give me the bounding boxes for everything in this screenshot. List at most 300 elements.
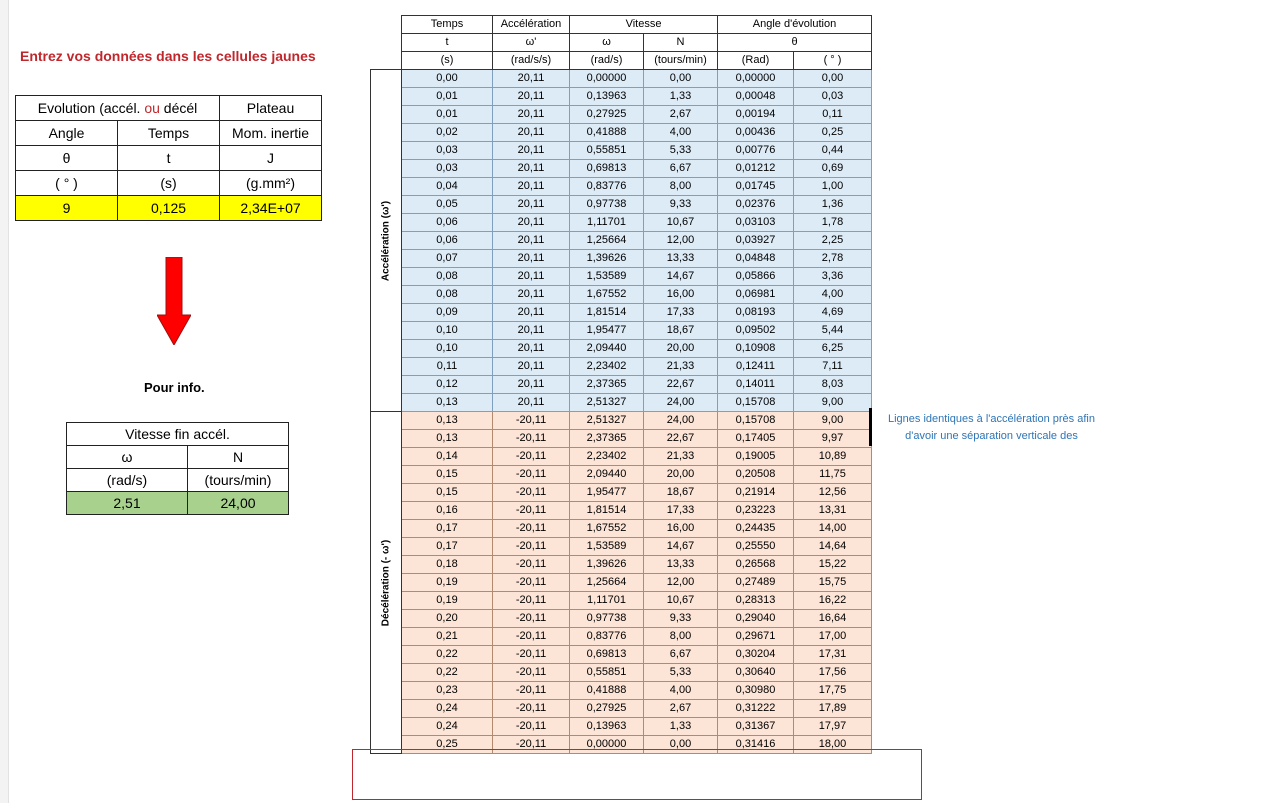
table-cell[interactable]: 18,67 (644, 322, 718, 340)
table-cell[interactable]: 4,00 (644, 682, 718, 700)
table-row (371, 502, 872, 520)
table-cell[interactable]: 0,00 (402, 70, 493, 88)
table-cell[interactable]: 17,89 (794, 700, 872, 718)
symbol-theta[interactable]: θ (718, 34, 872, 52)
unit-s[interactable]: (s) (402, 52, 493, 70)
table-cell[interactable]: 0,12411 (718, 358, 794, 376)
table-cell[interactable]: 11,75 (794, 466, 872, 484)
table-cell[interactable]: 1,67552 (570, 520, 644, 538)
table-cell[interactable]: 0,83776 (570, 178, 644, 196)
table-cell[interactable]: 1,00 (794, 178, 872, 196)
unit-rad[interactable]: (Rad) (718, 52, 794, 70)
table-cell[interactable]: 21,33 (644, 358, 718, 376)
table-cell[interactable]: 0,03 (402, 160, 493, 178)
table-cell[interactable]: 0,06981 (718, 286, 794, 304)
table-cell[interactable]: 0,09502 (718, 322, 794, 340)
table-row (371, 340, 872, 358)
header-acceleration[interactable]: Accélération (493, 16, 570, 34)
table-cell[interactable]: 0,83776 (570, 628, 644, 646)
table-row (371, 664, 872, 682)
table-cell[interactable]: 1,39626 (570, 556, 644, 574)
table-cell[interactable]: 0,13963 (570, 718, 644, 736)
table-row (371, 700, 872, 718)
table-cell[interactable]: 1,11701 (570, 214, 644, 232)
table-cell[interactable]: -20,11 (493, 718, 570, 736)
table-cell[interactable]: 0,00194 (718, 106, 794, 124)
table-cell[interactable]: 0,41888 (570, 124, 644, 142)
table-cell[interactable]: -20,11 (493, 682, 570, 700)
table-cell[interactable]: 2,51327 (570, 394, 644, 412)
table-cell[interactable]: 0,27925 (570, 106, 644, 124)
table-cell[interactable]: 0,00 (794, 70, 872, 88)
table-cell[interactable]: 0,31367 (718, 718, 794, 736)
table-cell[interactable]: -20,11 (493, 700, 570, 718)
table-cell[interactable]: 16,00 (644, 520, 718, 538)
table-cell[interactable]: 12,56 (794, 484, 872, 502)
table-cell[interactable]: -20,11 (493, 520, 570, 538)
table-cell[interactable]: -20,11 (493, 412, 570, 430)
table-row (371, 466, 872, 484)
table-cell[interactable]: 0,27489 (718, 574, 794, 592)
table-cell[interactable]: 10,67 (644, 592, 718, 610)
table-cell[interactable]: 0,30980 (718, 682, 794, 700)
symbol-theta[interactable]: θ (16, 146, 118, 171)
table-cell[interactable]: -20,11 (493, 610, 570, 628)
table-row (371, 448, 872, 466)
table-cell[interactable]: 1,39626 (570, 250, 644, 268)
table-cell[interactable]: 1,95477 (570, 322, 644, 340)
table-row (371, 232, 872, 250)
unit-seconds[interactable]: (s) (118, 171, 220, 196)
table-cell[interactable]: 2,51327 (570, 412, 644, 430)
table-cell[interactable]: -20,11 (493, 736, 570, 754)
table-cell[interactable]: 1,25664 (570, 574, 644, 592)
table-cell[interactable]: 0,00 (644, 70, 718, 88)
table-cell[interactable]: 0,41888 (570, 682, 644, 700)
table-cell[interactable]: -20,11 (493, 430, 570, 448)
table-row (371, 538, 872, 556)
table-cell[interactable]: 0,01745 (718, 178, 794, 196)
table-cell[interactable]: -20,11 (493, 574, 570, 592)
table-cell[interactable]: 0,19 (402, 574, 493, 592)
table-cell[interactable]: 0,01 (402, 88, 493, 106)
table-cell[interactable]: 0,30640 (718, 664, 794, 682)
table-cell[interactable]: 0,22 (402, 664, 493, 682)
blank-corner (371, 34, 402, 52)
symbol-t[interactable]: t (402, 34, 493, 52)
highlight-box (352, 749, 922, 800)
table-cell[interactable]: 20,11 (493, 268, 570, 286)
table-cell[interactable]: 0,04 (402, 178, 493, 196)
table-cell[interactable]: 0,15 (402, 466, 493, 484)
table-cell[interactable]: 0,15708 (718, 394, 794, 412)
table-cell[interactable]: 20,11 (493, 214, 570, 232)
table-cell[interactable]: 0,06 (402, 214, 493, 232)
label-angle[interactable]: Angle (16, 121, 118, 146)
table-cell[interactable]: 0,69813 (570, 160, 644, 178)
table-cell[interactable]: 12,00 (644, 232, 718, 250)
table-cell[interactable]: 2,25 (794, 232, 872, 250)
table-cell[interactable]: 0,13 (402, 430, 493, 448)
vitesse-symbol-omega[interactable]: ω (67, 446, 188, 469)
table-cell[interactable]: 9,33 (644, 196, 718, 214)
header-plateau[interactable]: Plateau (220, 96, 322, 121)
table-row (371, 520, 872, 538)
table-cell[interactable]: -20,11 (493, 448, 570, 466)
table-cell[interactable]: 20,11 (493, 70, 570, 88)
table-cell[interactable]: 15,22 (794, 556, 872, 574)
table-cell[interactable]: 20,00 (644, 466, 718, 484)
table-cell[interactable]: 9,00 (794, 394, 872, 412)
table-cell[interactable]: 0,18 (402, 556, 493, 574)
table-cell[interactable]: 0,44 (794, 142, 872, 160)
table-cell[interactable]: 1,11701 (570, 592, 644, 610)
vitesse-value-n[interactable]: 24,00 (188, 492, 289, 515)
table-cell[interactable]: 0,05866 (718, 268, 794, 286)
table-cell[interactable]: 2,67 (644, 106, 718, 124)
table-cell[interactable]: 1,25664 (570, 232, 644, 250)
vitesse-fin-title[interactable]: Vitesse fin accél. (67, 423, 289, 446)
symbol-t[interactable]: t (118, 146, 220, 171)
input-temps-cell[interactable]: 0,125 (118, 196, 220, 221)
table-cell[interactable]: 9,33 (644, 610, 718, 628)
table-cell[interactable]: 13,33 (644, 556, 718, 574)
header-evolution[interactable] (16, 96, 220, 121)
table-cell[interactable]: 0,08 (402, 286, 493, 304)
table-cell[interactable]: 13,31 (794, 502, 872, 520)
data-table (370, 15, 872, 754)
table-cell[interactable]: 13,33 (644, 250, 718, 268)
table-cell[interactable]: 0,12 (402, 376, 493, 394)
header-evolution-text-post: décél (159, 100, 198, 116)
table-cell[interactable]: 0,08193 (718, 304, 794, 322)
table-cell[interactable]: 20,11 (493, 178, 570, 196)
table-cell[interactable]: 0,27925 (570, 700, 644, 718)
table-cell[interactable]: 17,97 (794, 718, 872, 736)
table-cell[interactable]: 20,11 (493, 196, 570, 214)
table-row (371, 88, 872, 106)
table-cell[interactable]: 5,33 (644, 664, 718, 682)
table-cell[interactable]: 0,21914 (718, 484, 794, 502)
table-cell[interactable]: 1,81514 (570, 502, 644, 520)
table-cell[interactable]: 9,00 (794, 412, 872, 430)
symbol-n[interactable]: N (644, 34, 718, 52)
table-cell[interactable]: 0,14 (402, 448, 493, 466)
table-cell[interactable]: 0,09 (402, 304, 493, 322)
table-cell[interactable]: 0,00436 (718, 124, 794, 142)
table-cell[interactable]: -20,11 (493, 646, 570, 664)
table-cell[interactable]: 0,29040 (718, 610, 794, 628)
table-cell[interactable]: 20,11 (493, 232, 570, 250)
table-cell[interactable]: 0,00000 (570, 736, 644, 754)
table-cell[interactable]: 22,67 (644, 376, 718, 394)
table-cell[interactable]: 12,00 (644, 574, 718, 592)
table-cell[interactable]: 14,67 (644, 538, 718, 556)
table-cell[interactable]: 0,20508 (718, 466, 794, 484)
table-cell[interactable]: 8,03 (794, 376, 872, 394)
table-cell[interactable]: 0,24435 (718, 520, 794, 538)
table-cell[interactable]: 20,00 (644, 340, 718, 358)
table-cell[interactable]: 0,11 (402, 358, 493, 376)
table-cell[interactable]: 4,00 (644, 124, 718, 142)
table-cell[interactable]: 24,00 (644, 412, 718, 430)
table-cell[interactable]: 2,37365 (570, 376, 644, 394)
table-cell[interactable]: 0,10908 (718, 340, 794, 358)
blank-corner (371, 52, 402, 70)
table-cell[interactable]: 0,25 (402, 736, 493, 754)
table-cell[interactable]: 2,09440 (570, 340, 644, 358)
label-mom-inertie[interactable]: Mom. inertie (220, 121, 322, 146)
table-cell[interactable]: 0,55851 (570, 664, 644, 682)
table-cell[interactable]: 1,67552 (570, 286, 644, 304)
table-cell[interactable]: 0,13 (402, 412, 493, 430)
table-cell[interactable]: 0,26568 (718, 556, 794, 574)
header-temps[interactable]: Temps (402, 16, 493, 34)
table-cell[interactable]: 20,11 (493, 160, 570, 178)
table-cell[interactable]: 0,07 (402, 250, 493, 268)
table-row (371, 646, 872, 664)
symbol-omega-prime[interactable]: ω' (493, 34, 570, 52)
table-cell[interactable]: 8,00 (644, 178, 718, 196)
table-cell[interactable]: 0,25 (794, 124, 872, 142)
table-cell[interactable]: 1,95477 (570, 484, 644, 502)
table-cell[interactable]: 0,30204 (718, 646, 794, 664)
table-cell[interactable]: 8,00 (644, 628, 718, 646)
table-cell[interactable]: 4,00 (794, 286, 872, 304)
table-cell[interactable]: 0,19 (402, 592, 493, 610)
table-cell[interactable]: 20,11 (493, 142, 570, 160)
table-cell[interactable]: 0,01 (402, 106, 493, 124)
table-cell[interactable]: 0,00048 (718, 88, 794, 106)
table-cell[interactable]: 15,75 (794, 574, 872, 592)
acceleration-section-label[interactable] (371, 70, 402, 412)
table-cell[interactable]: 0,03 (402, 142, 493, 160)
table-cell[interactable]: 2,23402 (570, 358, 644, 376)
table-cell[interactable]: 2,09440 (570, 466, 644, 484)
table-cell[interactable]: 20,11 (493, 322, 570, 340)
table-cell[interactable]: 17,33 (644, 502, 718, 520)
table-row (371, 322, 872, 340)
table-cell[interactable]: 0,55851 (570, 142, 644, 160)
table-cell[interactable]: 14,64 (794, 538, 872, 556)
table-cell[interactable]: 1,81514 (570, 304, 644, 322)
table-row (371, 358, 872, 376)
table-cell[interactable]: 0,13963 (570, 88, 644, 106)
table-cell[interactable]: 0,31416 (718, 736, 794, 754)
table-cell[interactable]: 0,24 (402, 700, 493, 718)
table-cell[interactable]: -20,11 (493, 502, 570, 520)
table-cell[interactable]: 0,29671 (718, 628, 794, 646)
input-inertie-cell[interactable]: 2,34E+07 (220, 196, 322, 221)
table-cell[interactable]: 2,37365 (570, 430, 644, 448)
table-cell[interactable]: 4,69 (794, 304, 872, 322)
table-cell[interactable]: 6,67 (644, 646, 718, 664)
table-cell[interactable]: -20,11 (493, 664, 570, 682)
table-cell[interactable]: 16,22 (794, 592, 872, 610)
table-cell[interactable]: 20,11 (493, 358, 570, 376)
table-cell[interactable]: 14,00 (794, 520, 872, 538)
table-cell[interactable]: 1,78 (794, 214, 872, 232)
table-cell[interactable]: 0,01212 (718, 160, 794, 178)
table-row (371, 574, 872, 592)
table-row (371, 250, 872, 268)
table-cell[interactable]: 10,67 (644, 214, 718, 232)
table-cell[interactable]: 10,89 (794, 448, 872, 466)
table-cell[interactable]: 0,06 (402, 232, 493, 250)
table-cell[interactable]: 20,11 (493, 286, 570, 304)
unit-tmin[interactable]: (tours/min) (644, 52, 718, 70)
table-cell[interactable]: 14,67 (644, 268, 718, 286)
unit-deg[interactable]: ( ° ) (794, 52, 872, 70)
table-cell[interactable]: 0,00776 (718, 142, 794, 160)
table-cell[interactable]: 0,02376 (718, 196, 794, 214)
table-row (371, 592, 872, 610)
input-angle-cell[interactable]: 9 (16, 196, 118, 221)
table-row (371, 268, 872, 286)
table-cell[interactable]: 21,33 (644, 448, 718, 466)
vitesse-value-omega[interactable]: 2,51 (67, 492, 188, 515)
table-cell[interactable]: 0,24 (402, 718, 493, 736)
unit-g-mm2[interactable]: (g.mm²) (220, 171, 322, 196)
table-cell[interactable]: 17,33 (644, 304, 718, 322)
table-cell[interactable]: 0,02 (402, 124, 493, 142)
table-cell[interactable]: 1,36 (794, 196, 872, 214)
header-angle[interactable]: Angle d'évolution (718, 16, 872, 34)
table-cell[interactable]: 17,00 (794, 628, 872, 646)
table-cell[interactable]: 3,36 (794, 268, 872, 286)
table-cell[interactable]: 0,14011 (718, 376, 794, 394)
table-cell[interactable]: 6,67 (644, 160, 718, 178)
table-cell[interactable]: 0,20 (402, 610, 493, 628)
vitesse-unit-tmin[interactable]: (tours/min) (188, 469, 289, 492)
table-cell[interactable]: -20,11 (493, 628, 570, 646)
vitesse-symbol-n[interactable]: N (188, 446, 289, 469)
table-cell[interactable]: 0,69813 (570, 646, 644, 664)
table-row (371, 628, 872, 646)
table-row (371, 682, 872, 700)
table-cell[interactable]: 0,15708 (718, 412, 794, 430)
table-cell[interactable]: 0,10 (402, 322, 493, 340)
table-cell[interactable]: 0,08 (402, 268, 493, 286)
table-cell[interactable]: -20,11 (493, 556, 570, 574)
table-cell[interactable]: 17,31 (794, 646, 872, 664)
table-cell[interactable]: 0,03927 (718, 232, 794, 250)
table-cell[interactable]: 0,00000 (718, 70, 794, 88)
table-cell[interactable]: 0,11 (794, 106, 872, 124)
table-cell[interactable]: 1,53589 (570, 538, 644, 556)
table-cell[interactable]: 20,11 (493, 124, 570, 142)
table-cell[interactable]: 20,11 (493, 106, 570, 124)
table-cell[interactable]: 0,23223 (718, 502, 794, 520)
table-cell[interactable]: 0,03103 (718, 214, 794, 232)
table-cell[interactable]: 1,33 (644, 88, 718, 106)
table-row (371, 484, 872, 502)
vitesse-unit-rads[interactable]: (rad/s) (67, 469, 188, 492)
table-cell[interactable]: 5,33 (644, 142, 718, 160)
table-cell[interactable]: -20,11 (493, 592, 570, 610)
symbol-j[interactable]: J (220, 146, 322, 171)
table-cell[interactable]: 9,97 (794, 430, 872, 448)
unit-degree[interactable]: ( ° ) (16, 171, 118, 196)
table-cell[interactable]: 2,67 (644, 700, 718, 718)
table-cell[interactable]: 16,64 (794, 610, 872, 628)
separator-marker (869, 408, 872, 446)
table-cell[interactable]: 0,28313 (718, 592, 794, 610)
table-cell[interactable]: 0,00 (644, 736, 718, 754)
table-cell[interactable]: 17,75 (794, 682, 872, 700)
table-cell[interactable]: 0,97738 (570, 610, 644, 628)
table-cell[interactable]: 5,44 (794, 322, 872, 340)
table-cell[interactable]: 18,67 (644, 484, 718, 502)
table-cell[interactable]: 7,11 (794, 358, 872, 376)
table-cell[interactable]: 22,67 (644, 430, 718, 448)
table-cell[interactable]: 20,11 (493, 250, 570, 268)
symbol-omega[interactable]: ω (570, 34, 644, 52)
side-note-line-1: Lignes identiques à l'accélération près afin (888, 413, 1095, 425)
table-cell[interactable]: 0,03 (794, 88, 872, 106)
table-cell[interactable]: 0,00000 (570, 70, 644, 88)
table-cell[interactable]: 0,25550 (718, 538, 794, 556)
table-cell[interactable]: -20,11 (493, 538, 570, 556)
input-table (15, 95, 322, 221)
unit-rads2[interactable]: (rad/s/s) (493, 52, 570, 70)
table-cell[interactable]: 18,00 (794, 736, 872, 754)
table-cell[interactable]: 6,25 (794, 340, 872, 358)
table-cell[interactable]: 0,69 (794, 160, 872, 178)
blank-corner (371, 16, 402, 34)
table-cell[interactable]: 0,22 (402, 646, 493, 664)
table-cell[interactable]: 2,78 (794, 250, 872, 268)
table-cell[interactable]: 0,31222 (718, 700, 794, 718)
table-cell[interactable]: 20,11 (493, 304, 570, 322)
table-cell[interactable]: 0,05 (402, 196, 493, 214)
table-cell[interactable]: -20,11 (493, 466, 570, 484)
table-cell[interactable]: 20,11 (493, 394, 570, 412)
table-cell[interactable]: 0,17 (402, 538, 493, 556)
table-cell[interactable]: 17,56 (794, 664, 872, 682)
table-cell[interactable]: 0,15 (402, 484, 493, 502)
table-cell[interactable]: 0,17405 (718, 430, 794, 448)
table-row (371, 610, 872, 628)
unit-rads[interactable]: (rad/s) (570, 52, 644, 70)
table-cell[interactable]: 2,23402 (570, 448, 644, 466)
table-cell[interactable]: 0,13 (402, 394, 493, 412)
table-cell[interactable]: 20,11 (493, 376, 570, 394)
table-cell[interactable]: 20,11 (493, 340, 570, 358)
label-temps[interactable]: Temps (118, 121, 220, 146)
table-row (371, 214, 872, 232)
table-cell[interactable]: 0,16 (402, 502, 493, 520)
table-cell[interactable]: 0,17 (402, 520, 493, 538)
table-cell[interactable]: 0,10 (402, 340, 493, 358)
header-vitesse[interactable]: Vitesse (570, 16, 718, 34)
table-cell[interactable]: 1,53589 (570, 268, 644, 286)
table-cell[interactable]: 20,11 (493, 88, 570, 106)
pour-info-label: Pour info. (144, 380, 205, 395)
table-row (371, 124, 872, 142)
table-cell[interactable]: 1,33 (644, 718, 718, 736)
table-cell[interactable]: 0,04848 (718, 250, 794, 268)
table-cell[interactable]: -20,11 (493, 484, 570, 502)
table-cell[interactable]: 0,97738 (570, 196, 644, 214)
table-cell[interactable]: 0,19005 (718, 448, 794, 466)
table-cell[interactable]: 0,21 (402, 628, 493, 646)
table-cell[interactable]: 16,00 (644, 286, 718, 304)
deceleration-section-label[interactable] (371, 412, 402, 754)
table-row (371, 430, 872, 448)
table-cell[interactable]: 0,23 (402, 682, 493, 700)
table-cell[interactable]: 24,00 (644, 394, 718, 412)
